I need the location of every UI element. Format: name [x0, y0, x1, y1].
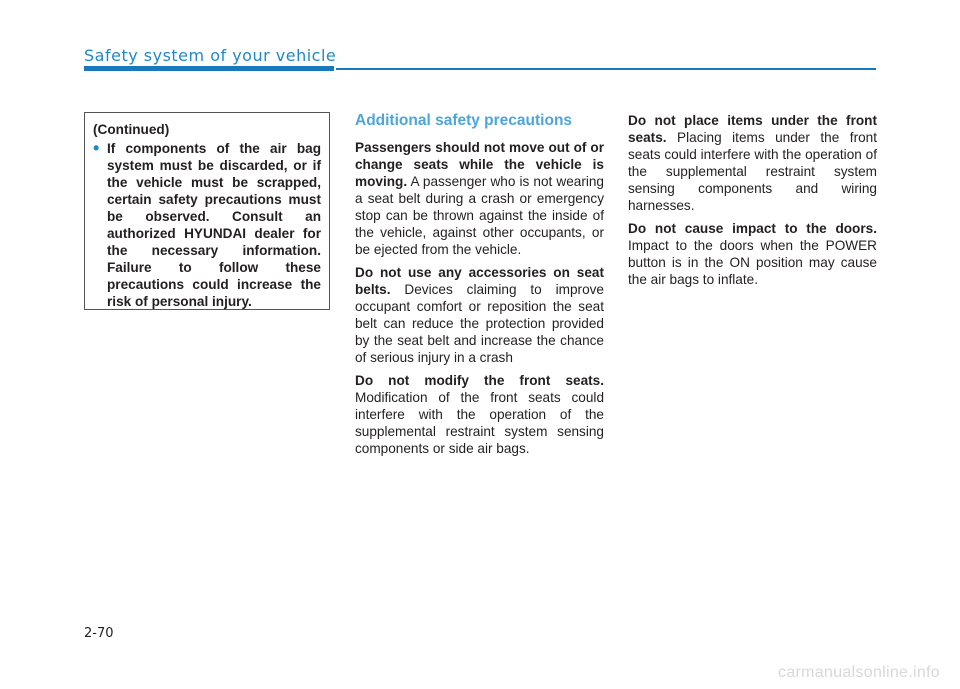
page-number: 2-70 [84, 626, 114, 641]
header-rule-thin [336, 68, 876, 70]
paragraph [628, 220, 877, 288]
header-rule-thick [84, 66, 334, 71]
paragraph-body: A passenger who is not wearing a seat belt during a crash or emergency stop can be thrown against the inside of the vehicle, against other occupants, or be ejected from the vehicle. [355, 174, 604, 257]
paragraph-body: Impact to the doors when the POWER button is in the ON position may cause the air bags to inflate. [628, 238, 877, 287]
paragraph-lead: Do not place items under the front seats. [628, 113, 877, 145]
paragraph-lead: Do not cause impact to the doors. [628, 221, 877, 236]
paragraph-body: Devices claiming to improve occupant comfort or reposition the seat belt can reduce the protection provided by the seat belt and increase the chance of serious injury in a crash [355, 282, 604, 365]
watermark: carmanualsonline.info [778, 664, 940, 681]
paragraph [355, 139, 604, 258]
paragraph-lead: Do not use any accessories on seat belts. [355, 265, 604, 297]
paragraph-lead: Passengers should not move out of or change seats while the vehicle is moving. [355, 140, 604, 189]
right-column [628, 112, 877, 294]
paragraph-lead: Do not modify the front seats. [355, 373, 604, 388]
paragraph-body: Modification of the front seats could interfere with the operation of the supplemental restraint system sensing components or side air bags. [355, 390, 604, 456]
warning-box [84, 112, 330, 310]
middle-column [355, 112, 604, 463]
paragraph-body: Placing items under the front seats could interfere with the operation of the supplemental restraint system sensing components and wiring harnesses. [628, 130, 877, 213]
section-heading: Additional safety precautions [355, 112, 573, 129]
paragraph [628, 112, 877, 214]
warning-item [93, 140, 321, 310]
section-title: Safety system of your vehicle [84, 46, 337, 65]
continued-label: (Continued) [93, 122, 170, 137]
bullet-icon: • [93, 138, 100, 158]
paragraph [355, 264, 604, 366]
paragraph [355, 372, 604, 457]
warning-text: If components of the air bag system must be discarded, or if the vehicle must be scrapped, certain safety precautions must be observed. Consult an authorized HYUNDAI dealer for the necessary information. Failure to follow these precautions could increase the risk of personal injury. [107, 141, 321, 309]
